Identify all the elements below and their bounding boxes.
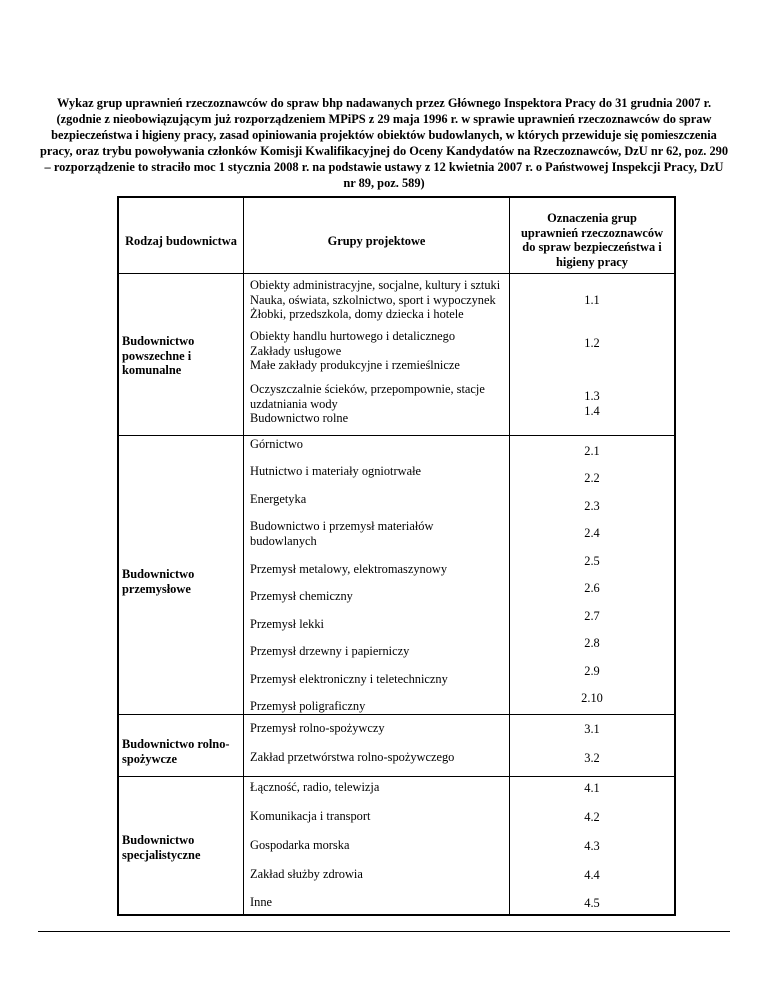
header-group-codes [510, 211, 674, 269]
design-group: Przemysł drzewny i papierniczy [250, 644, 410, 658]
group-code: 2.1 [584, 444, 600, 458]
design-group-line: Nauka, oświata, szkolnictwo, sport i wypoczynek [250, 292, 496, 307]
heading-line: – rozporządzenie to straciło moc 1 stycznia 2008 r. na podstawie ustawy z 12 kwietnia 2007 r. o Państwowej Inspekcji Pracy, DzU [44, 160, 724, 174]
group-code: 2.3 [584, 499, 600, 513]
design-group-line: Budownictwo i przemysł materiałów [250, 519, 434, 533]
building-type-agrifood [122, 737, 240, 766]
design-group: Zakład służby zdrowia [250, 867, 363, 881]
group-code: 4.2 [584, 810, 600, 824]
group-code: 4.5 [584, 896, 600, 910]
group-code: 2.2 [584, 471, 600, 485]
design-group-line: Oczyszczalnie ścieków, przepompownie, stacje [250, 382, 485, 396]
design-group: Przemysł elektroniczny i teletechniczny [250, 672, 448, 686]
building-type-line: Budownictwo [122, 334, 195, 348]
design-group [250, 329, 507, 373]
building-type-line: przemysłowe [122, 581, 191, 596]
building-type-line: komunalne [122, 363, 182, 377]
building-type-line: Budownictwo [122, 833, 195, 847]
group-code: 2.6 [584, 581, 600, 595]
header-row-divider [119, 273, 674, 274]
design-group-line: Obiekty administracyjne, socjalne, kultury i sztuki [250, 278, 501, 292]
heading-line: Wykaz grup uprawnień rzeczoznawców do spraw bhp nadawanych przez Głównego Inspektora Pracy do 31 grudnia 2007 r. [56, 96, 712, 110]
building-type-industrial [122, 567, 240, 596]
building-type-line: Budownictwo rolno- [122, 737, 230, 751]
group-code: 3.2 [584, 751, 600, 765]
building-type-line: spożywcze [122, 751, 178, 766]
design-group: Przemysł rolno-spożywczy [250, 721, 385, 735]
design-group-line: Obiekty handlu hurtowego i detalicznego [250, 329, 456, 343]
design-group: Energetyka [250, 492, 307, 506]
group-code: 2.7 [584, 609, 600, 623]
group-code: 3.1 [584, 722, 600, 736]
header-code-line: uprawnień rzeczoznawców [520, 225, 664, 240]
design-group [250, 382, 507, 426]
group-code: 1.1 [584, 293, 600, 307]
section-divider [119, 435, 674, 436]
document-heading [4, 95, 764, 191]
group-code: 1.2 [584, 336, 600, 350]
header-building-type: Rodzaj budownictwa [125, 234, 237, 248]
design-group: Przemysł poligraficzny [250, 699, 366, 713]
building-type-line: specjalistyczne [122, 847, 201, 862]
design-group: Zakład przetwórstwa rolno-spożywczego [250, 750, 455, 764]
heading-line: bezpieczeństwa i higieny pracy, zasad opiniowania projektów obiektów budowlanych, w których przewiduje się pomieszczenia [51, 128, 717, 142]
design-group: Górnictwo [250, 437, 303, 451]
design-group: Inne [250, 895, 273, 909]
section-divider [119, 714, 674, 715]
design-group-line: Budownictwo rolne [250, 411, 349, 425]
group-code [510, 389, 674, 418]
design-group [250, 519, 507, 548]
heading-line: (zgodnie z nieobowiązującym już rozporządzeniem MPiPS z 29 maja 1996 r. w sprawie uprawnień rzeczoznawców do spraw [56, 112, 712, 126]
group-code: 2.5 [584, 554, 600, 568]
group-code: 2.9 [584, 664, 600, 678]
column-divider [243, 198, 244, 914]
permissions-table [117, 196, 676, 916]
design-group-line: Zakłady usługowe [250, 343, 342, 358]
header-code-line: higieny pracy [556, 254, 628, 269]
design-group: Przemysł lekki [250, 617, 324, 631]
design-group-line: Małe zakłady produkcyjne i rzemieślnicze [250, 358, 460, 372]
building-type-line: powszechne i [122, 348, 192, 363]
group-code-line: 1.4 [584, 403, 600, 418]
header-design-groups: Grupy projektowe [327, 234, 426, 248]
group-code-line: 1.3 [584, 389, 600, 403]
group-code: 4.4 [584, 868, 600, 882]
building-type-line: Budownictwo [122, 567, 195, 581]
design-group: Hutnictwo i materiały ogniotrwałe [250, 464, 422, 478]
design-group: Gospodarka morska [250, 838, 350, 852]
design-group [250, 278, 507, 322]
heading-line: nr 89, poz. 589) [343, 176, 425, 190]
heading-line: pracy, oraz trybu powoływania członków Komisji Kwalifikacyjnej do Oceny Kandydatów na Rzeczoznawców, DzU nr 62, poz. 290 [39, 144, 729, 158]
group-code: 2.4 [584, 526, 600, 540]
header-code-line: do spraw bezpieczeństwa i [522, 240, 662, 254]
group-code: 2.8 [584, 636, 600, 650]
building-type-general [122, 334, 240, 378]
design-group-line: budowlanych [250, 533, 317, 548]
design-group: Komunikacja i transport [250, 809, 371, 823]
header-code-line: Oznaczenia grup [547, 211, 637, 225]
design-group-line: uzdatniania wody [250, 396, 338, 411]
design-group: Przemysł metalowy, elektromaszynowy [250, 562, 448, 576]
design-group-line: Żłobki, przedszkola, domy dziecka i hotele [250, 307, 464, 321]
section-divider [119, 776, 674, 777]
design-group: Przemysł chemiczny [250, 589, 353, 603]
group-code: 4.1 [584, 781, 600, 795]
building-type-specialist [122, 833, 240, 862]
group-code: 2.10 [581, 691, 603, 705]
design-group: Łączność, radio, telewizja [250, 780, 380, 794]
footer-divider [38, 931, 730, 932]
group-code: 4.3 [584, 839, 600, 853]
